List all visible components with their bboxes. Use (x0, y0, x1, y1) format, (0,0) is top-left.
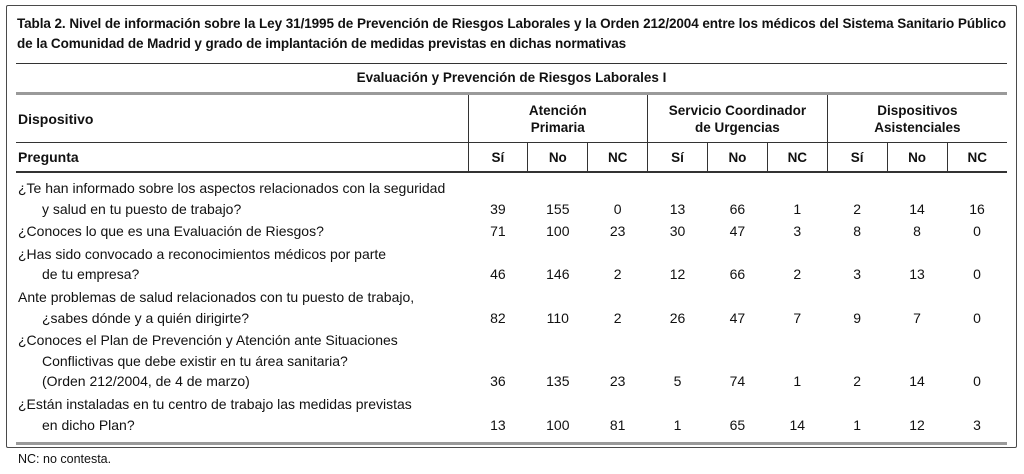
device-header: Dispositivo (16, 94, 468, 143)
value-cell: 47 (729, 223, 746, 240)
table-row (16, 243, 1007, 286)
footnote-row (16, 444, 1007, 474)
value-cell: 100 (546, 416, 570, 433)
value-cell: 110 (546, 309, 569, 326)
table-body (16, 172, 1007, 444)
value-cell: 14 (909, 373, 925, 390)
subheader-row (16, 143, 1007, 173)
question-line: ¿Conoces lo que es una Evaluación de Riesgos? (18, 223, 324, 240)
question-header: Pregunta (16, 143, 468, 173)
group-header-dispositivos-asistenciales (827, 94, 1007, 143)
value-cell: 82 (490, 309, 506, 326)
value-cell: 135 (546, 373, 570, 390)
value-cell: 36 (490, 373, 506, 390)
value-cell: 13 (490, 416, 506, 433)
question-cell (16, 329, 468, 393)
value-cell: 2 (853, 200, 862, 217)
value-cell: 0 (973, 373, 981, 390)
question-line: Ante problemas de salud relacionados con tu puesto de trabajo, (18, 288, 415, 305)
value-cell: 66 (729, 200, 746, 217)
table-caption: Tabla 2. Nivel de información sobre la Ley 31/1995 de Prevención de Riesgos Laborales y la Orden 212/2004 entre los médicos del Sistema Sanitario Público de la Comunidad de Madrid y grado de implantación de medidas previstas en dichas normativas (16, 6, 1007, 64)
subheader-no: No (708, 143, 768, 173)
value-cell: 47 (729, 309, 746, 326)
value-cell: 81 (609, 416, 626, 433)
table-head (16, 64, 1007, 172)
value-cell: 2 (793, 266, 802, 283)
value-cell: 2 (613, 309, 622, 326)
question-line: Conflictivas que debe existir en tu área sanitaria? (42, 352, 348, 369)
question-line: (Orden 212/2004, de 4 de marzo) (42, 373, 250, 390)
value-cell: 8 (913, 223, 921, 240)
group-line: de Urgencias (695, 119, 780, 135)
group-header-servicio-coordinador (648, 94, 828, 143)
value-cell: 3 (973, 416, 981, 433)
value-cell: 74 (729, 373, 746, 390)
value-cell: 1 (793, 373, 802, 390)
value-cell: 71 (490, 223, 506, 240)
value-cell: 13 (909, 266, 925, 283)
group-line: Asistenciales (874, 119, 961, 135)
value-cell: 1 (673, 416, 682, 433)
group-header-atencion-primaria (468, 94, 648, 143)
value-cell: 100 (546, 223, 570, 240)
table-row (16, 286, 1007, 329)
table-row (16, 329, 1007, 393)
value-cell: 0 (613, 200, 622, 217)
table-frame (6, 5, 1017, 467)
group-line: Servicio Coordinador (668, 102, 807, 118)
value-cell: 23 (609, 223, 626, 240)
question-line: ¿Conoces el Plan de Prevención y Atención ante Situaciones (18, 332, 398, 349)
value-cell: 26 (669, 309, 686, 326)
band-row (16, 64, 1007, 94)
question-line: y salud en tu puesto de trabajo? (42, 200, 242, 217)
footnote: NC: no contesta. (16, 444, 1007, 474)
value-cell: 7 (913, 309, 921, 326)
value-cell: 23 (609, 373, 626, 390)
subheader-nc: NC (588, 143, 648, 173)
subheader-nc: NC (767, 143, 827, 173)
value-cell: 12 (669, 266, 686, 283)
table-row (16, 393, 1007, 444)
value-cell: 0 (973, 266, 981, 283)
value-cell: 3 (793, 223, 802, 240)
table-row (16, 220, 1007, 243)
value-cell: 16 (969, 200, 985, 217)
value-cell: 0 (973, 223, 981, 240)
value-cell: 12 (909, 416, 925, 433)
subheader-nc: NC (947, 143, 1007, 173)
value-cell: 13 (669, 200, 686, 217)
question-cell (16, 393, 468, 444)
question-line: ¿Están instaladas en tu centro de trabajo las medidas previstas (18, 395, 412, 412)
value-cell: 14 (909, 200, 925, 217)
band-title: Evaluación y Prevención de Riesgos Laborales I (16, 64, 1007, 94)
data-table (16, 64, 1007, 474)
value-cell: 1 (853, 416, 862, 433)
subheader-si: Sí (648, 143, 708, 173)
question-cell (16, 172, 468, 220)
value-cell: 65 (729, 416, 746, 433)
value-cell: 66 (729, 266, 746, 283)
value-cell: 3 (853, 266, 862, 283)
value-cell: 1 (793, 200, 802, 217)
value-cell: 46 (490, 266, 506, 283)
value-cell: 14 (789, 416, 806, 433)
value-cell: 2 (613, 266, 622, 283)
question-line: ¿sabes dónde y a quién dirigirte? (42, 309, 250, 326)
value-cell: 7 (793, 309, 802, 326)
value-cell: 146 (546, 266, 570, 283)
group-line: Primaria (530, 119, 585, 135)
value-cell: 155 (546, 200, 570, 217)
subheader-no: No (887, 143, 947, 173)
device-header-row (16, 94, 1007, 143)
question-line: de tu empresa? (42, 266, 140, 283)
value-cell: 0 (973, 309, 981, 326)
question-line: en dicho Plan? (42, 416, 135, 433)
subheader-si: Sí (827, 143, 887, 173)
subheader-si: Sí (468, 143, 528, 173)
value-cell: 39 (490, 200, 506, 217)
question-line: ¿Has sido convocado a reconocimientos médicos por parte (18, 245, 387, 262)
value-cell: 8 (853, 223, 862, 240)
table-row (16, 172, 1007, 220)
question-cell (16, 243, 468, 286)
value-cell: 30 (669, 223, 686, 240)
question-cell (16, 220, 468, 243)
subheader-no: No (528, 143, 588, 173)
value-cell: 2 (853, 373, 862, 390)
value-cell: 9 (853, 309, 862, 326)
group-line: Atención (528, 102, 587, 118)
value-cell: 5 (673, 373, 682, 390)
group-line: Dispositivos (877, 102, 958, 118)
question-cell (16, 286, 468, 329)
question-line: ¿Te han informado sobre los aspectos relacionados con la seguridad (18, 180, 446, 196)
table-foot (16, 444, 1007, 474)
